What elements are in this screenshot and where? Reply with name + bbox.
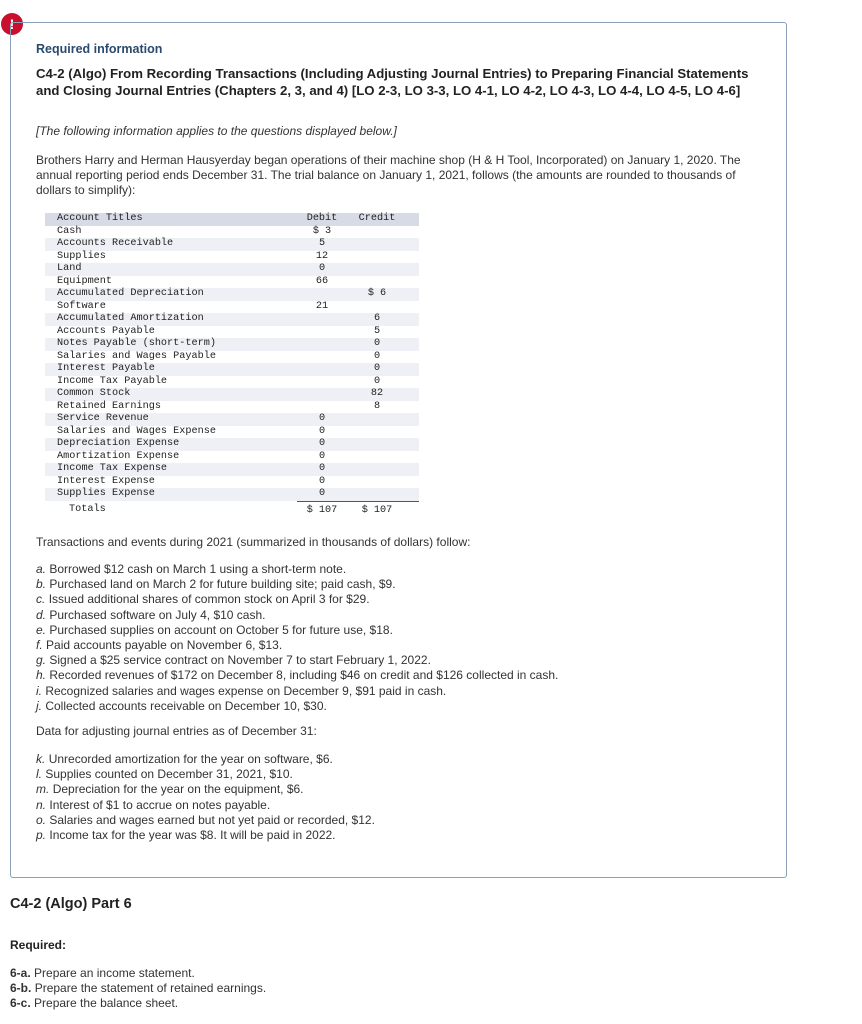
requirement-item — [10, 966, 266, 981]
account-cell: Service Revenue — [45, 413, 297, 426]
requirement-item — [10, 996, 266, 1011]
requirement-number: 6-c. — [10, 996, 31, 1011]
adjustment-item — [36, 767, 375, 782]
item-text: Unrecorded amortization for the year on software, $6. — [48, 752, 333, 766]
requirement-item — [10, 981, 266, 996]
account-cell: Income Tax Payable — [57, 375, 168, 387]
header-spacer — [407, 213, 419, 226]
item-letter: h. — [36, 668, 47, 683]
row-spacer — [407, 388, 419, 401]
credit-cell — [347, 488, 407, 501]
row-spacer — [407, 338, 419, 351]
credit-cell — [347, 476, 407, 489]
requirement-text: Prepare an income statement. — [34, 966, 195, 980]
item-letter: e. — [36, 622, 47, 637]
adjusting-intro: Data for adjusting journal entries as of December 31: — [36, 724, 317, 738]
row-spacer — [407, 263, 419, 276]
row-spacer — [407, 413, 419, 426]
credit-cell — [347, 451, 407, 464]
credit-cell: 0 — [373, 375, 381, 387]
item-text: Recognized salaries and wages expense on December 9, $91 paid in cash. — [45, 683, 447, 698]
account-cell: Income Tax Expense — [45, 463, 297, 476]
trial-balance-row — [45, 388, 419, 401]
row-spacer — [407, 313, 419, 326]
trial-balance-row — [45, 313, 419, 326]
required-information-heading: Required information — [36, 42, 163, 56]
trial-balance-row — [45, 401, 419, 414]
transaction-item — [36, 653, 558, 668]
credit-cell: 0 — [347, 363, 407, 376]
requirements-list — [10, 966, 266, 1012]
row-spacer — [407, 351, 419, 364]
credit-cell — [347, 251, 407, 264]
trial-balance-row — [45, 351, 419, 364]
item-text: Paid accounts payable on November 6, $13. — [46, 638, 283, 653]
debit-cell — [297, 313, 347, 326]
trial-balance-row — [45, 438, 419, 451]
transaction-item — [36, 668, 558, 683]
trial-balance-row — [45, 338, 419, 351]
account-cell: Notes Payable (short-term) — [45, 338, 297, 351]
transactions-list — [36, 562, 558, 714]
credit-cell: 0 — [373, 350, 381, 362]
item-text: Depreciation for the year on the equipment, $6. — [52, 782, 304, 797]
adjustment-item — [36, 813, 375, 828]
account-cell: Amortization Expense — [57, 450, 180, 462]
credit-cell: 8 — [373, 400, 381, 412]
alert-icon: ! — [1, 13, 23, 35]
account-cell: Retained Earnings — [57, 400, 161, 412]
item-letter: k. — [36, 752, 46, 766]
trial-balance-row — [45, 326, 419, 339]
transaction-item — [36, 608, 558, 623]
account-cell: Land — [45, 263, 297, 276]
header-debit: Debit — [297, 213, 347, 226]
credit-cell — [347, 276, 407, 289]
item-letter: d. — [36, 607, 47, 622]
trial-balance-row — [45, 276, 419, 289]
adjustment-item — [36, 752, 375, 767]
item-letter: l. — [36, 767, 42, 782]
row-spacer — [407, 301, 419, 314]
item-letter: j. — [36, 698, 42, 713]
item-text: Recorded revenues of $172 on December 8, including $46 on credit and $126 collected in cash. — [49, 668, 559, 683]
account-cell: Accumulated Depreciation — [45, 288, 297, 301]
debit-cell: 0 — [297, 413, 347, 426]
credit-cell — [347, 301, 407, 314]
account-cell: Accounts Payable — [57, 325, 155, 337]
item-letter: i. — [36, 683, 42, 698]
row-spacer — [407, 438, 419, 451]
debit-cell — [297, 326, 347, 339]
adjustments-list — [36, 752, 375, 843]
credit-cell — [347, 413, 407, 426]
transaction-item — [36, 623, 558, 638]
account-cell: Supplies Expense — [45, 488, 297, 501]
account-cell: Common Stock — [45, 388, 297, 401]
debit-cell — [297, 376, 347, 389]
credit-cell — [347, 463, 407, 476]
account-cell: Salaries and Wages Payable — [57, 350, 216, 362]
transaction-item — [36, 577, 558, 592]
trial-balance-row — [45, 288, 419, 301]
trial-balance-row — [45, 463, 419, 476]
transaction-item — [36, 684, 558, 699]
trial-balance-row — [45, 226, 419, 239]
account-cell: Salaries and Wages Expense — [57, 425, 216, 437]
row-spacer — [407, 363, 419, 376]
debit-cell: 0 — [297, 263, 347, 276]
account-cell: Equipment — [57, 275, 113, 287]
requirement-number: 6-a. — [10, 966, 31, 980]
totals-spacer — [407, 501, 419, 520]
item-text: Collected accounts receivable on December 10, $30. — [45, 698, 327, 713]
item-letter: a. — [36, 562, 47, 576]
debit-cell — [297, 363, 347, 376]
debit-cell: 5 — [297, 238, 347, 251]
item-text: Purchased land on March 2 for future building site; paid cash, $9. — [49, 577, 396, 592]
row-spacer — [407, 426, 419, 439]
credit-cell — [347, 438, 407, 451]
item-letter: f. — [36, 638, 43, 653]
credit-cell: $ 6 — [347, 288, 407, 301]
row-spacer — [407, 326, 419, 339]
item-text: Supplies counted on December 31, 2021, $10. — [45, 767, 293, 782]
debit-cell: $ 3 — [312, 225, 332, 237]
debit-cell: 21 — [315, 300, 329, 312]
header-credit: Credit — [347, 213, 407, 226]
trial-balance-row — [45, 476, 419, 489]
item-text: Salaries and wages earned but not yet paid or recorded, $12. — [49, 812, 375, 827]
item-text: Purchased software on July 4, $10 cash. — [49, 607, 266, 622]
item-text: Interest of $1 to accrue on notes payable. — [49, 797, 271, 812]
trial-balance-table — [45, 213, 419, 520]
trial-balance-row — [45, 376, 419, 389]
trial-balance-row — [45, 413, 419, 426]
applies-note: [The following information applies to the questions displayed below.] — [36, 124, 397, 138]
item-text: Income tax for the year was $8. It will be paid in 2022. — [49, 828, 336, 843]
totals-label: Totals — [45, 501, 297, 520]
debit-cell: 0 — [318, 475, 326, 487]
trial-balance-row — [45, 363, 419, 376]
problem-title: C4-2 (Algo) From Recording Transactions (Including Adjusting Journal Entries) to Preparing Financial Statements and Closing Journal Entries (Chapters 2, 3, and 4) [LO 2-3, LO 3-3, LO 4-1, LO 4-2, LO 4-3, LO 4-4, LO 4-5, LO 4-6] — [36, 66, 749, 98]
trial-balance-row — [45, 301, 419, 314]
trial-balance-row — [45, 488, 419, 501]
item-text: Purchased supplies on account on October 5 for future use, $18. — [49, 622, 393, 637]
trial-balance-totals-row — [45, 501, 419, 520]
account-cell: Cash — [57, 225, 82, 237]
debit-cell: 0 — [297, 438, 347, 451]
row-spacer — [407, 488, 419, 501]
debit-cell — [297, 351, 347, 364]
item-letter: p. — [36, 828, 47, 843]
item-text: Borrowed $12 cash on March 1 using a short-term note. — [49, 562, 347, 576]
item-text: Issued additional shares of common stock on April 3 for $29. — [48, 592, 370, 607]
row-spacer — [407, 276, 419, 289]
credit-cell — [347, 226, 407, 239]
required-label: Required: — [10, 938, 67, 952]
adjustment-item — [36, 828, 375, 843]
totals-credit: $ 107 — [347, 501, 407, 520]
account-cell: Interest Payable — [45, 363, 297, 376]
row-spacer — [407, 288, 419, 301]
debit-cell — [297, 401, 347, 414]
debit-cell: 0 — [318, 450, 326, 462]
requirement-number: 6-b. — [10, 981, 32, 996]
item-letter: m. — [36, 782, 50, 797]
account-cell: Supplies — [57, 250, 106, 262]
account-cell: Accounts Receivable — [45, 238, 297, 251]
account-cell: Depreciation Expense — [45, 438, 297, 451]
credit-cell — [347, 263, 407, 276]
account-cell: Accumulated Amortization — [45, 313, 297, 326]
part-title: C4-2 (Algo) Part 6 — [10, 896, 132, 912]
debit-cell — [297, 388, 347, 401]
account-cell: Interest Expense — [57, 475, 155, 487]
debit-cell — [297, 288, 347, 301]
debit-cell: 66 — [315, 275, 329, 287]
account-cell: Software — [57, 300, 106, 312]
totals-debit: $ 107 — [297, 501, 347, 520]
debit-cell: 0 — [297, 488, 347, 501]
debit-cell: 12 — [315, 250, 329, 262]
adjustment-item — [36, 782, 375, 797]
row-spacer — [407, 226, 419, 239]
row-spacer — [407, 463, 419, 476]
requirement-text: Prepare the balance sheet. — [34, 996, 179, 1011]
transaction-item — [36, 638, 558, 653]
credit-cell — [347, 426, 407, 439]
row-spacer — [407, 376, 419, 389]
credit-cell: 82 — [347, 388, 407, 401]
intro-paragraph: Brothers Harry and Herman Hausyerday began operations of their machine shop (H & H Tool, Incorporated) on January 1, 2020. The annual reporting period ends December 31. The trial balance on January 1, 2021, follows (the amounts are rounded to thousands of dollars to simplify): — [36, 153, 741, 197]
transactions-intro: Transactions and events during 2021 (summarized in thousands of dollars) follow: — [36, 535, 471, 549]
row-spacer — [407, 251, 419, 264]
transaction-item — [36, 592, 558, 607]
requirement-text: Prepare the statement of retained earnings. — [34, 981, 267, 996]
item-letter: b. — [36, 577, 47, 592]
trial-balance-row — [45, 451, 419, 464]
credit-cell: 6 — [347, 313, 407, 326]
trial-balance-body — [45, 226, 419, 502]
debit-cell: 0 — [297, 463, 347, 476]
trial-balance-row — [45, 251, 419, 264]
row-spacer — [407, 476, 419, 489]
credit-cell: 0 — [347, 338, 407, 351]
row-spacer — [407, 238, 419, 251]
credit-cell: 5 — [373, 325, 381, 337]
item-letter: o. — [36, 812, 47, 827]
adjustment-item — [36, 798, 375, 813]
credit-cell — [347, 238, 407, 251]
debit-cell: 0 — [318, 425, 326, 437]
trial-balance-row — [45, 426, 419, 439]
trial-balance-row — [45, 263, 419, 276]
trial-balance-header-row — [45, 213, 419, 226]
transaction-item — [36, 562, 558, 577]
row-spacer — [407, 401, 419, 414]
item-letter: c. — [36, 592, 46, 607]
debit-cell — [297, 338, 347, 351]
header-account-titles: Account Titles — [45, 213, 297, 226]
trial-balance-row — [45, 238, 419, 251]
item-letter: g. — [36, 653, 47, 668]
item-text: Signed a $25 service contract on November 7 to start February 1, 2022. — [49, 653, 431, 668]
transaction-item — [36, 699, 558, 714]
item-letter: n. — [36, 797, 47, 812]
row-spacer — [407, 451, 419, 464]
